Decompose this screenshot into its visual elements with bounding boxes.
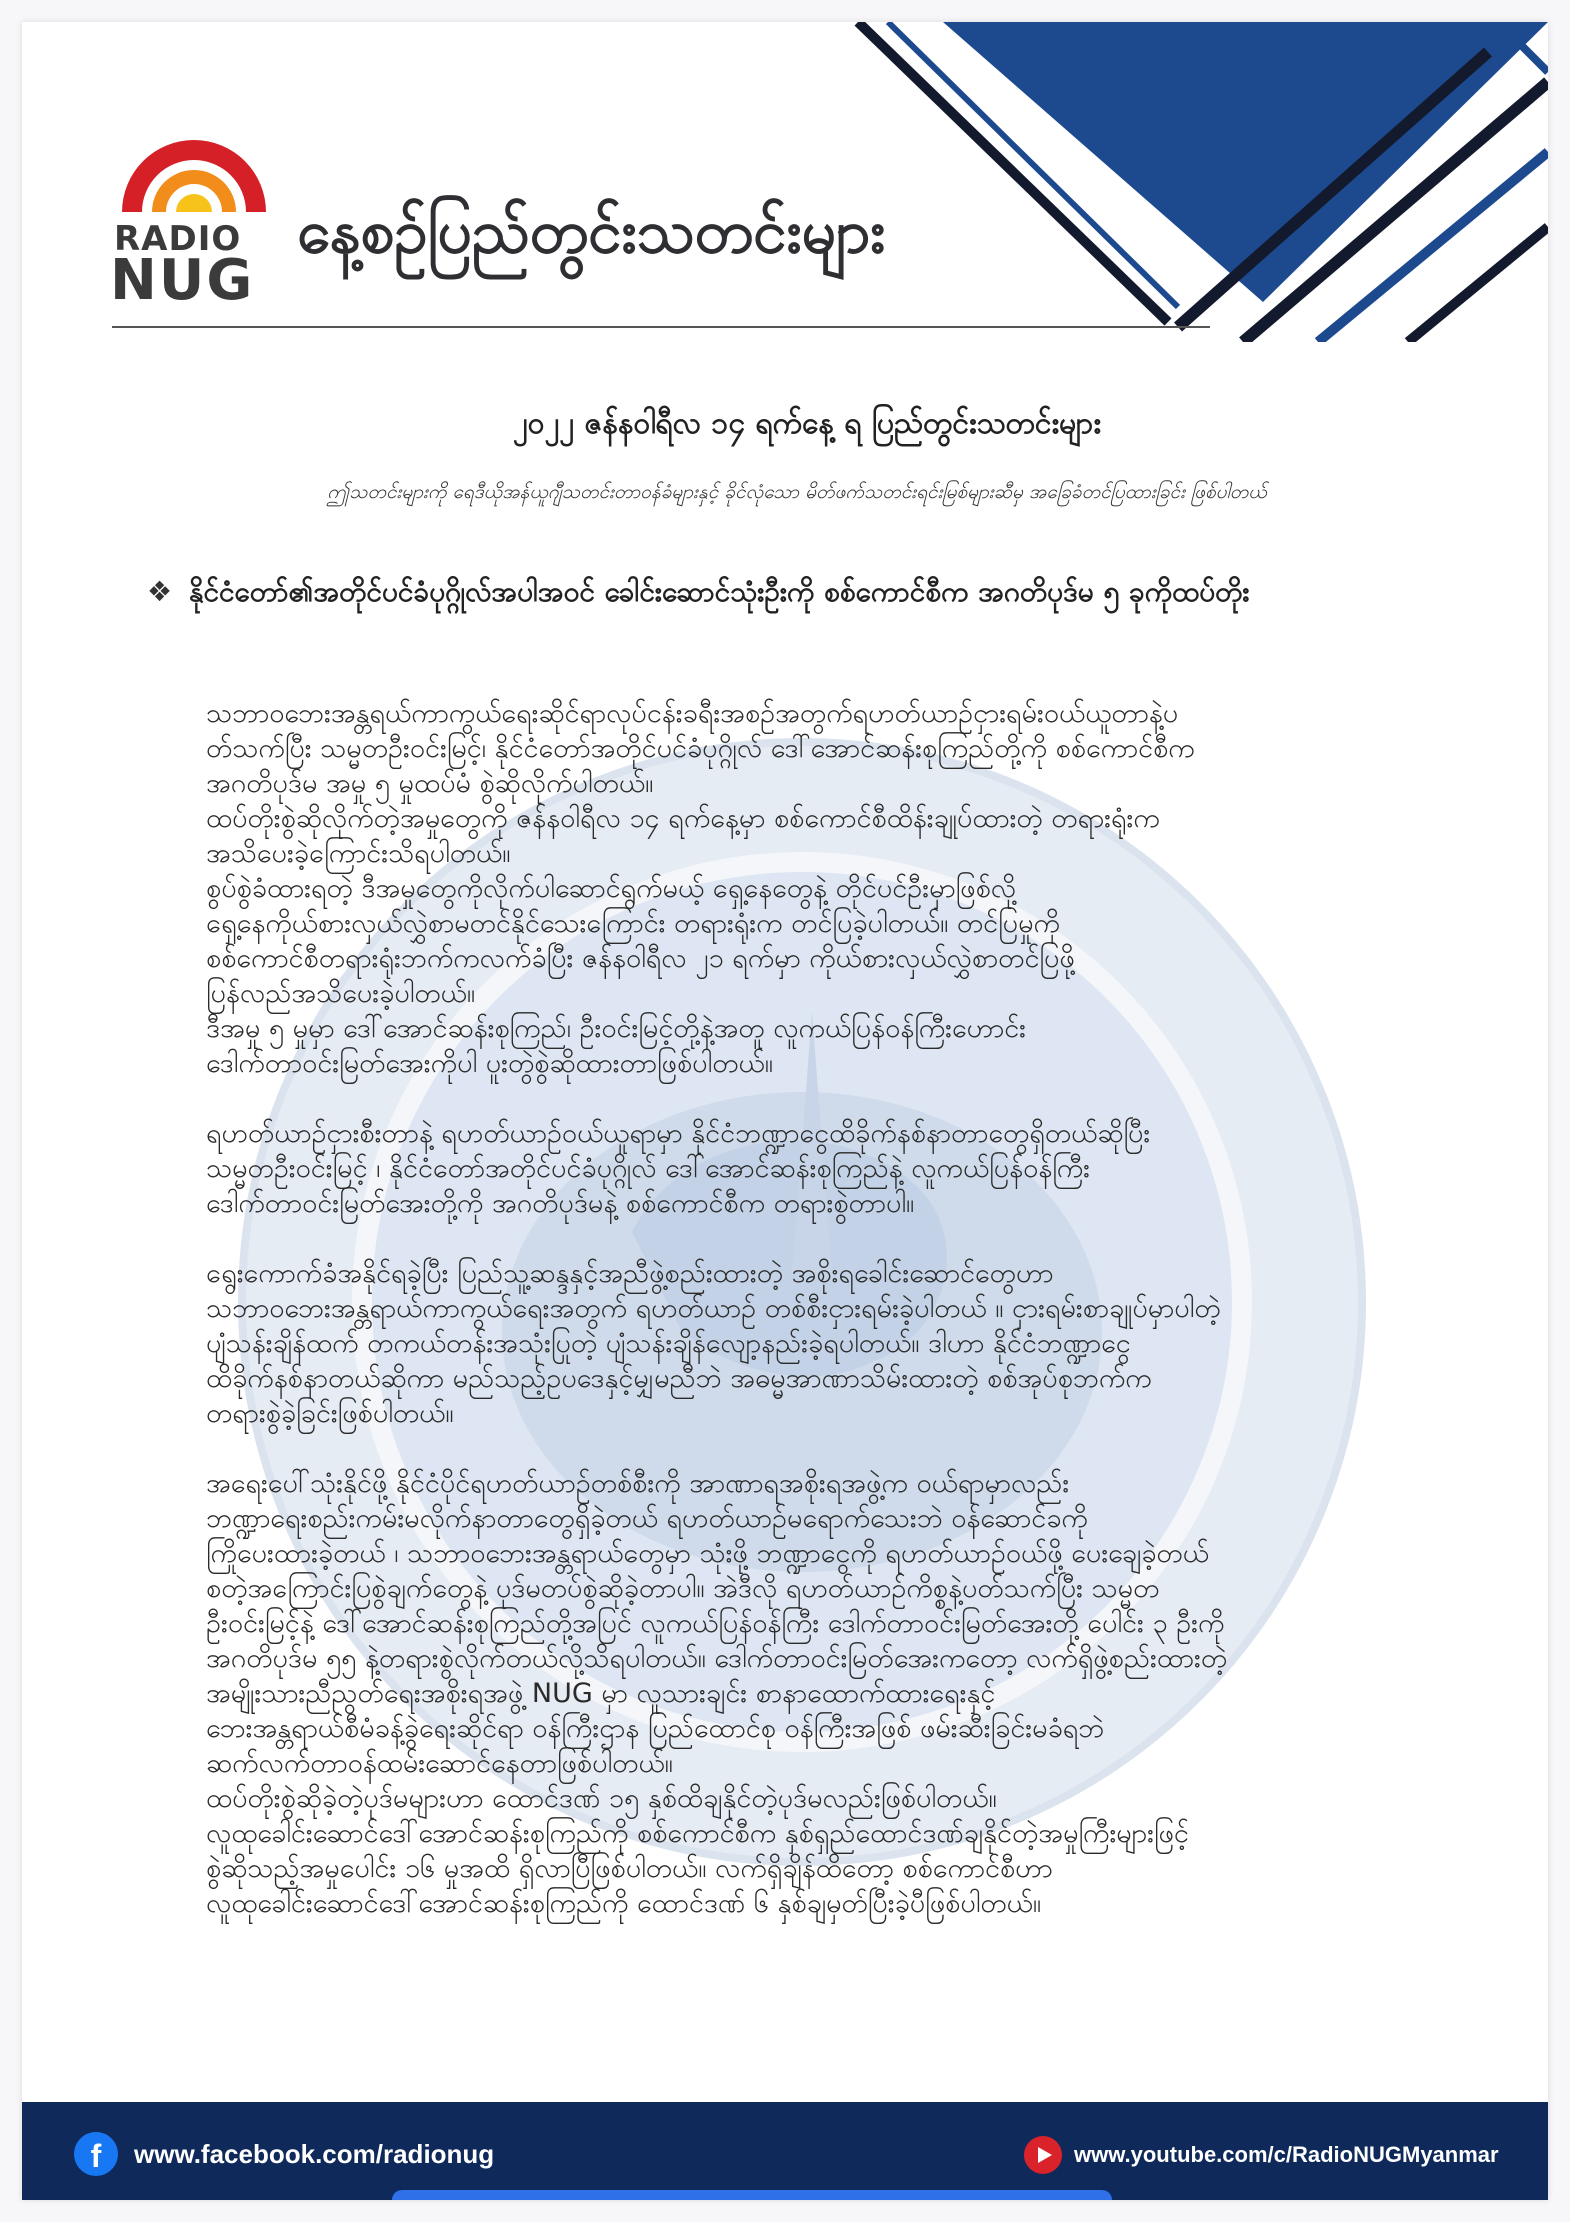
paragraph-line: ဘဏ္ဍာရေးစည်းကမ်းမလိုက်နာတာတွေရှိခဲ့တယ် ရဟတ်ယာဉ်မရောက်သေးဘဲ ဝန်ဆောင်ခကို xyxy=(206,1503,1088,1534)
article-paragraph xyxy=(206,1256,1496,1431)
paragraph-line: သဘာဝဘေးအန္တရာယ်ကာကွယ်ရေးအတွက် ရဟတ်ယာဉ် တစ်စီးငှားရမ်းခဲ့ပါတယ် ။ ငှားရမ်းစာချုပ်မှာပါတဲ့ xyxy=(206,1293,1221,1324)
news-bulletin-page xyxy=(22,22,1548,2200)
corner-decoration xyxy=(848,22,1548,342)
paragraph-line: အသိပေးခဲ့ကြောင်းသိရပါတယ်။ xyxy=(206,838,511,869)
paragraph-line: ပျံသန်းချိန်ထက် တကယ်တန်းအသုံးပြုတဲ့ ပျံသန်းချိန်လျော့နည်းခဲ့ရပါတယ်။ ဒါဟာ နိုင်ငံဘဏ္ဍာငွေ xyxy=(206,1328,1131,1359)
logo-radio-text: RADIO xyxy=(114,219,242,259)
headline-text: နိုင်ငံတော်၏အတိုင်ပင်ခံပုဂ္ဂိုလ်အပါအဝင် ခေါင်းဆောင်သုံးဦးကို စစ်ကောင်စီက အဂတိပုဒ်မ ၅ ခုကိုထပ်တိုး xyxy=(189,575,1250,608)
paragraph-line: သမ္မတဦးဝင်းမြင့် ၊ နိုင်ငံတော်အတိုင်ပင်ခံပုဂ္ဂိုလ် ဒေါ်အောင်ဆန်းစုကြည်နဲ့ လူကယ်ပြန်ဝန်ကြီး xyxy=(206,1153,1091,1184)
facebook-icon[interactable]: f xyxy=(74,2132,118,2176)
footer-accent-strip xyxy=(392,2190,1112,2200)
paragraph-line: ဆက်လက်တာဝန်ထမ်းဆောင်နေတာဖြစ်ပါတယ်။ xyxy=(206,1748,673,1779)
paragraph-line: အမျိုးသားညီညွတ်ရေးအစိုးရအဖွဲ့ NUG မှာ လူသားချင်း စာနာထောက်ထားရေးနှင့် xyxy=(206,1678,996,1709)
paragraph-line: တရားစွဲခဲ့ခြင်းဖြစ်ပါတယ်။ xyxy=(206,1398,454,1429)
article-paragraph xyxy=(206,696,1496,1081)
paragraph-line: စွပ်စွဲခံထားရတဲ့ ဒီအမှုတွေကိုလိုက်ပါဆောင်ရွက်မယ့် ရှေ့နေတွေနဲ့ တိုင်ပင်ဦးမှာဖြစ်လို့ xyxy=(206,873,1017,904)
paragraph-line: ဘေးအန္တရာယ်စီမံခန့်ခွဲရေးဆိုင်ရာ ဝန်ကြီးဌာန ပြည်ထောင်စု ဝန်ကြီးအဖြစ် ဖမ်းဆီးခြင်းမခံရဘဲ xyxy=(206,1713,1105,1744)
paragraph-line: ရဟတ်ယာဉ်ငှားစီးတာနဲ့ ရဟတ်ယာဉ်ဝယ်ယူရာမှာ နိုင်ငံဘဏ္ဍာငွေထိခိုက်နစ်နာတာတွေရှိတယ်ဆိုပြီး xyxy=(206,1118,1151,1149)
paragraph-line: ထပ်တိုးစွဲဆိုခဲ့တဲ့ပုဒ်မများဟာ ထောင်ဒဏ် ၁၅ နှစ်ထိချနိုင်တဲ့ပုဒ်မလည်းဖြစ်ပါတယ်။ xyxy=(206,1783,997,1814)
footer-bar xyxy=(22,2102,1548,2200)
article-paragraph xyxy=(206,1466,1496,1921)
paragraph-line: သဘာဝဘေးအန္တရယ်ကာကွယ်ရေးဆိုင်ရာလုပ်ငန်းခရီးအစဉ်အတွက်ရဟတ်ယာဉ်ငှားရမ်းဝယ်ယူတာနဲ့ပ xyxy=(206,698,1179,729)
facebook-link[interactable]: www.facebook.com/radionug xyxy=(134,2139,495,2169)
paragraph-line: ရွေးကောက်ခံအနိုင်ရခဲ့ပြီး ပြည်သူ့ဆန္ဒနှင့်အညီဖွဲ့စည်းထားတဲ့ အစိုးရခေါင်းဆောင်တွေဟာ xyxy=(206,1258,1054,1289)
paragraph-line: အဂတိပုဒ်မ ၅၅ နဲ့တရားစွဲလိုက်တယ်လို့သိရပါတယ်။ ဒေါက်တာဝင်းမြတ်အေးကတော့ လက်ရှိဖွဲ့စည်းထားတဲ့ xyxy=(206,1643,1228,1674)
article-body xyxy=(206,696,1496,1956)
paragraph-line: ရှေ့နေကိုယ်စားလှယ်လွှဲစာမတင်နိုင်သေးကြောင်း တရားရုံးက တင်ပြခဲ့ပါတယ်။ တင်ပြမှုကို xyxy=(206,908,1060,939)
header-divider xyxy=(112,326,1210,328)
paragraph-line: အဂတိပုဒ်မ အမှု ၅ မှုထပ်မံ စွဲဆိုလိုက်ပါတယ်။ xyxy=(206,768,654,799)
paragraph-line: တ်သက်ပြီး သမ္မတဦးဝင်းမြင့်၊ နိုင်ငံတော်အတိုင်ပင်ခံပုဂ္ဂိုလ် ဒေါ်အောင်ဆန်းစုကြည်တို့ကို စစ်ကောင်စီက xyxy=(206,733,1195,764)
paragraph-line: ဒေါက်တာဝင်းမြတ်အေးကိုပါ ပူးတွဲစွဲဆိုထားတာဖြစ်ပါတယ်။ xyxy=(206,1048,773,1079)
paragraph-line: လူထုခေါင်းဆောင်ဒေါ်အောင်ဆန်းစုကြည်ကို ထောင်ဒဏ် ၆ နှစ်ချမှတ်ပြီးခဲ့ပီဖြစ်ပါတယ်။ xyxy=(206,1888,1042,1919)
paragraph-line: စွဲဆိုသည့်အမှုပေါင်း ၁၆ မှုအထိ ရှိလာပြီဖြစ်ပါတယ်။ လက်ရှိချိန်ထိတော့ စစ်ကောင်စီဟာ xyxy=(206,1853,1053,1884)
paragraph-line: ပြန်လည်အသိပေးခဲ့ပါတယ်။ xyxy=(206,978,476,1009)
paragraph-line: ဦးဝင်းမြင့်နဲ့ ဒေါ်အောင်ဆန်းစုကြည်တို့အပြင် လူကယ်ပြန်ဝန်ကြီး ဒေါက်တာဝင်းမြတ်အေးတို့ ပေါင်း ၃ ဦးကို xyxy=(206,1608,1225,1639)
paragraph-line: ထိခိုက်နစ်နာတယ်ဆိုကာ မည်သည့်ဥပဒေနှင့်မျှမညီဘဲ အဓမ္မအာဏာသိမ်းထားတဲ့ စစ်အုပ်စုဘက်က xyxy=(206,1363,1152,1394)
article-paragraph xyxy=(206,1116,1496,1221)
paragraph-line: စစ်ကောင်စီတရားရုံးဘက်ကလက်ခံပြီး ဇန်နဝါရီလ ၂၁ ရက်မှာ ကိုယ်စားလှယ်လွှဲစာတင်ပြဖို့ xyxy=(206,943,1075,974)
source-disclaimer: ဤသတင်းများကို ရေဒီယိုအန်ယူဂျီသတင်းတာဝန်ခံများနှင့် ခိုင်လုံသော မိတ်ဖက်သတင်းရင်းမြစ်များဆီမှ အခြေခံတင်ပြထားခြင်း ဖြစ်ပါတယ် xyxy=(327,481,1267,503)
paragraph-line: ထပ်တိုးစွဲဆိုလိုက်တဲ့အမှုတွေကို ဇန်နဝါရီလ ၁၄ ရက်နေ့မှာ စစ်ကောင်စီထိန်းချုပ်ထားတဲ့ တရားရုံးက xyxy=(206,803,1160,834)
paragraph-line: ဒေါက်တာဝင်းမြတ်အေးတို့ကို အဂတိပုဒ်မနဲ့ စစ်ကောင်စီက တရားစွဲတာပါ။ xyxy=(206,1188,915,1219)
page-title: နေ့စဉ်ပြည်တွင်းသတင်းများ xyxy=(297,197,886,267)
paragraph-line: အရေးပေါ်သုံးနိုင်ဖို့ နိုင်ငံပိုင်ရဟတ်ယာဉ်တစ်စီးကို အာဏာရအစိုးရအဖွဲ့က ဝယ်ရာမှာလည်း xyxy=(206,1468,1070,1499)
paragraph-line: ကြိုပေးထားခဲ့တယ် ၊ သဘာဝဘေးအန္တရာယ်တွေမှာ သုံးဖို့ ဘဏ္ဍာငွေကို ရဟတ်ယာဉ်ဝယ်ဖို့ ပေးချေခဲ့တယ် xyxy=(206,1538,1209,1569)
paragraph-line: ဒီအမှု ၅ မှုမှာ ဒေါ်အောင်ဆန်းစုကြည်၊ ဦးဝင်းမြင့်တို့နဲ့အတူ လူကယ်ပြန်ဝန်ကြီးဟောင်း xyxy=(206,1013,1027,1044)
paragraph-line: စတဲ့အကြောင်းပြစွဲချက်တွေနဲ့ ပုဒ်မတပ်စွဲဆိုခဲ့တာပါ။ အဲဒီလို ရဟတ်ယာဉ်ကိစ္စနဲ့ပတ်သက်ပြီး သမ္မတ xyxy=(206,1573,1160,1604)
paragraph-line: လူထုခေါင်းဆောင်ဒေါ်အောင်ဆန်းစုကြည်ကို စစ်ကောင်စီက နှစ်ရှည်ထောင်ဒဏ်ချနိုင်တဲ့အမှုကြီးများဖြင့် xyxy=(206,1818,1189,1849)
diamond-bullet-icon: ❖ xyxy=(147,575,173,608)
youtube-icon[interactable] xyxy=(1024,2136,1062,2174)
youtube-link[interactable]: www.youtube.com/c/RadioNUGMyanmar xyxy=(1074,2142,1499,2167)
news-headline xyxy=(147,572,1387,612)
logo-nug-text: NUG xyxy=(110,248,255,313)
date-heading: ၂၀၂၂ ဇန်နဝါရီလ ၁၄ ရက်နေ့ ရ ပြည်တွင်းသတင်းများ xyxy=(513,406,1101,441)
